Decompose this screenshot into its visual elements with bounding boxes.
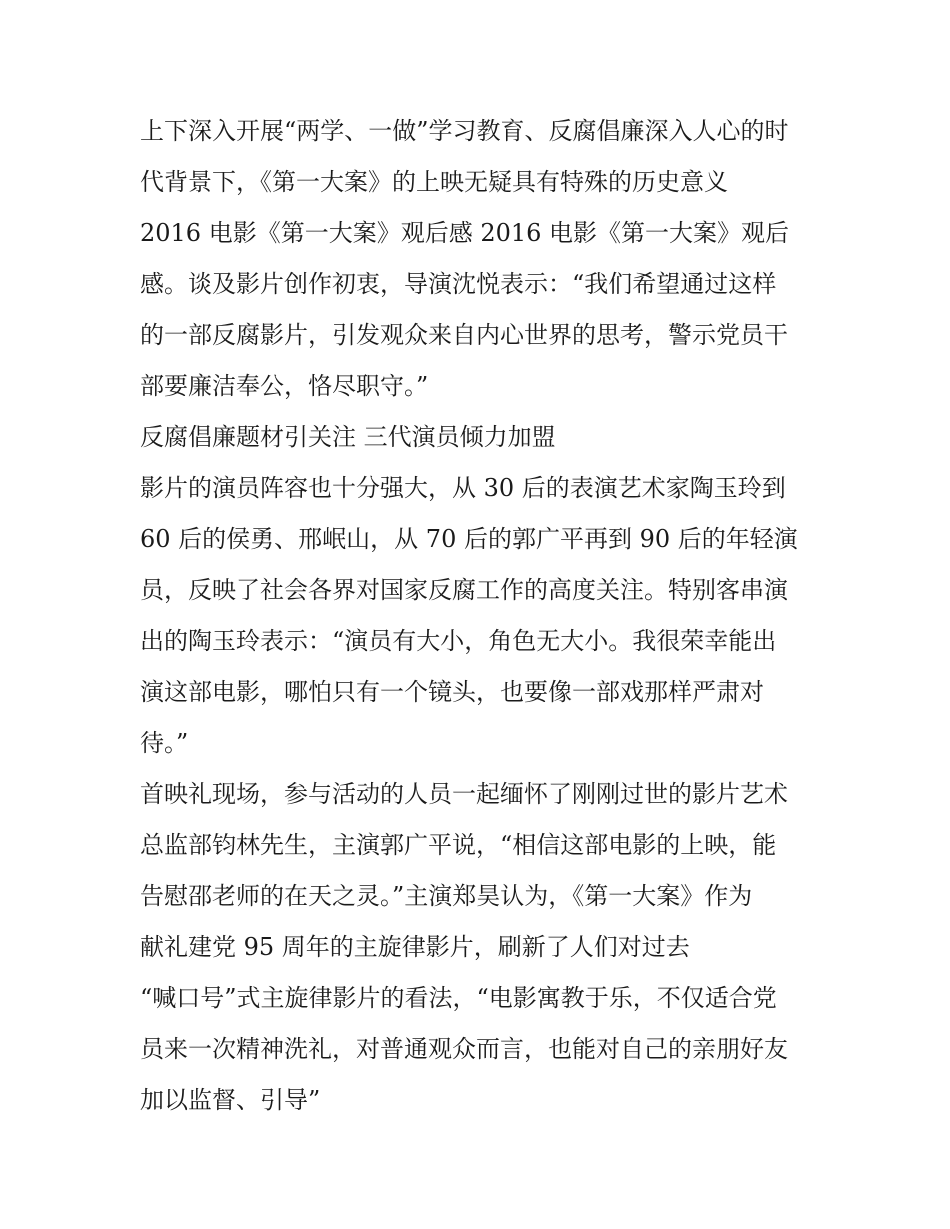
text-line: 加以监督、引导” <box>140 1086 321 1114</box>
text-line: 出的陶玉玲表示：“演员有大小，角色无大小。我很荣幸能出 <box>140 627 777 655</box>
text-line: 员来一次精神洗礼，对普通观众而言，也能对自己的亲朋好友 <box>140 1035 788 1063</box>
text-line: 上下深入开展“两学、一做”学习教育、反腐倡廉深入人心的时 <box>140 117 789 145</box>
section-heading: 反腐倡廉题材引关注 三代演员倾力加盟 <box>140 423 556 451</box>
text-line: 感。谈及影片创作初衷，导演沈悦表示：“我们希望通过这样 <box>140 270 777 298</box>
text-line: 60 后的侯勇、邢岷山，从 70 后的郭广平再到 90 后的年轻演 <box>140 525 798 553</box>
text-line: 部要廉洁奉公，恪尽职守。” <box>140 372 429 400</box>
text-line: “喊口号”式主旋律影片的看法，“电影寓教于乐，不仅适合党 <box>140 984 777 1012</box>
text-line: 献礼建党 95 周年的主旋律影片，刷新了人们对过去 <box>140 933 690 961</box>
text-line: 总监部钧林先生，主演郭广平说，“相信这部电影的上映，能 <box>140 831 777 859</box>
text-line: 代背景下，《第一大案》的上映无疑具有特殊的历史意义 <box>140 168 728 196</box>
document-body <box>140 106 830 1126</box>
text-line: 的一部反腐影片，引发观众来自内心世界的思考，警示党员干 <box>140 321 788 349</box>
text-line: 2016 电影《第一大案》观后感 2016 电影《第一大案》观后 <box>140 219 790 247</box>
text-line: 告慰邵老师的在天之灵。”主演郑昊认为，《第一大案》作为 <box>140 882 753 910</box>
text-line: 员，反映了社会各界对国家反腐工作的高度关注。特别客串演 <box>140 576 788 604</box>
text-line: 影片的演员阵容也十分强大，从 30 后的表演艺术家陶玉玲到 <box>140 474 786 502</box>
text-line: 首映礼现场，参与活动的人员一起缅怀了刚刚过世的影片艺术 <box>140 780 788 808</box>
text-line: 待。” <box>140 729 189 757</box>
text-line: 演这部电影，哪怕只有一个镜头，也要像一部戏那样严肃对 <box>140 678 764 706</box>
